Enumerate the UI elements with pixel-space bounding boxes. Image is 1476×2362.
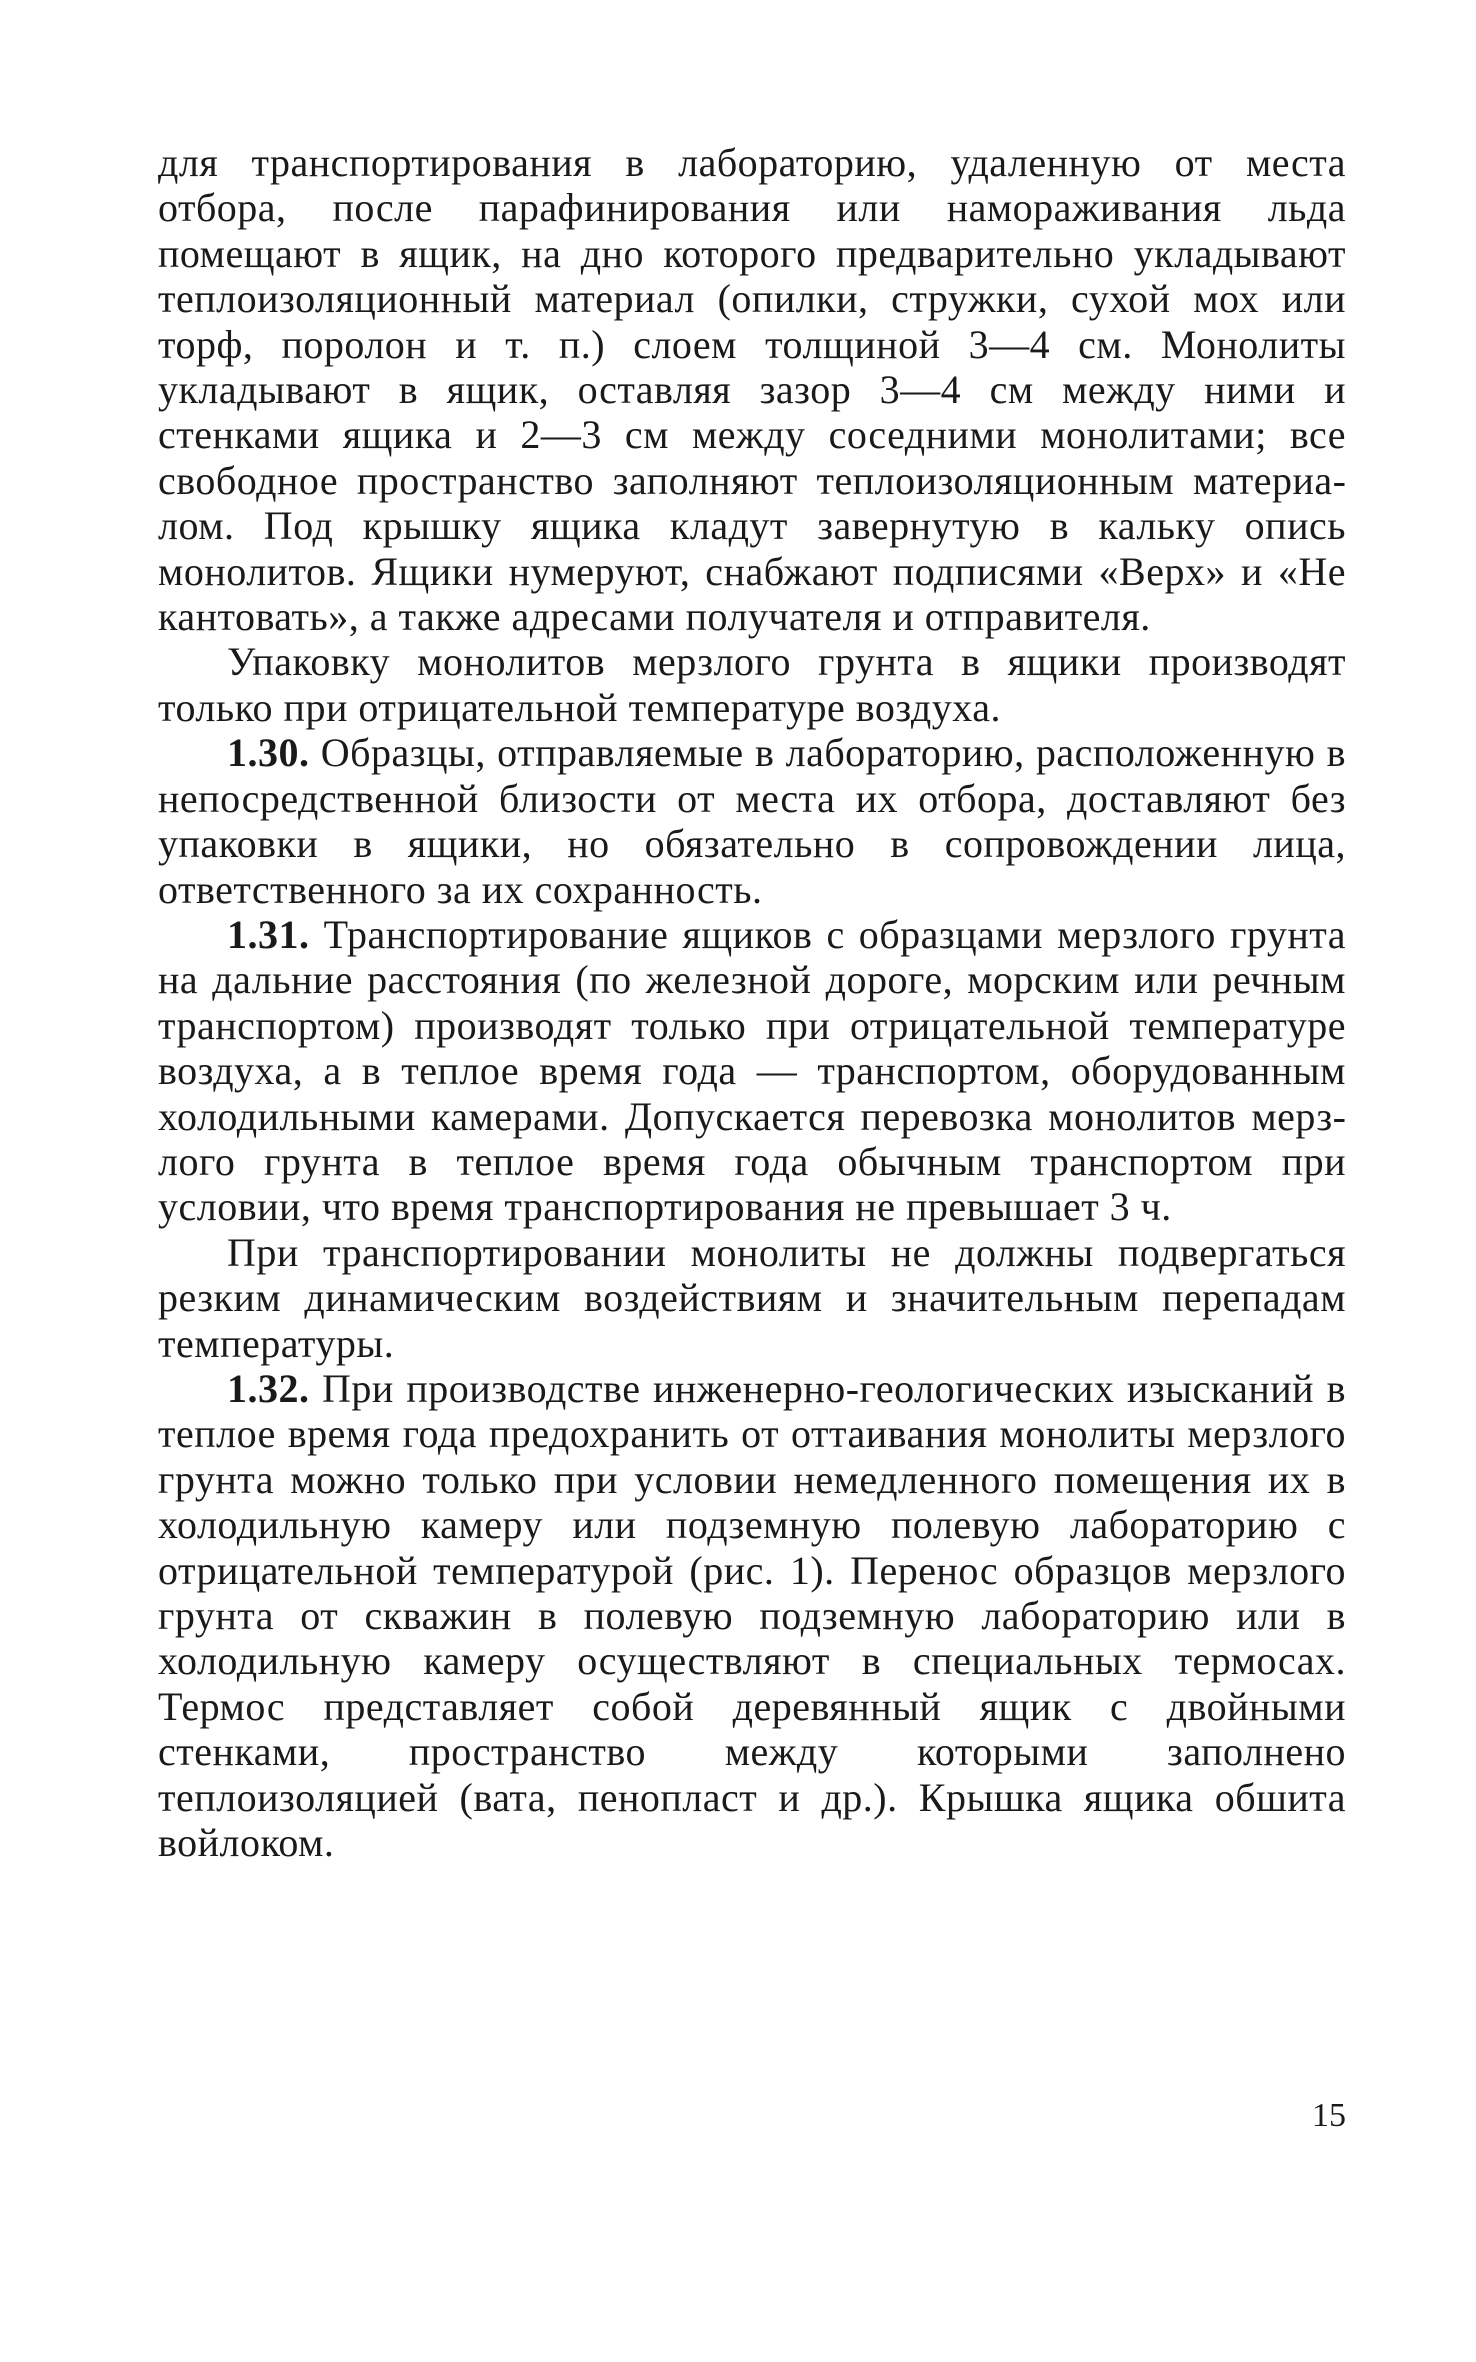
paragraph-text: Образцы, отправляемые в лабораторию, расположенную в непосредственной близости от места их отбора, доставляют без упаковки в ящики, но обязательно в сопровождении лица, ответственного за их сохранность. xyxy=(158,730,1346,912)
paragraph-1-30 xyxy=(158,730,1346,912)
paragraph-text: для транспортирования в лабораторию, удаленную от места отбора, после парафинирования или намораживания льда помещают в ящик, на дно которого предварительно укладывают теплоизоляционный материал (опилки, стружки, сухой мох или торф, поролон и т. п.) слоем толщиной 3—4 см. Монолиты укладывают в ящик, оставляя зазор 3—4 см между ними и стенками ящика и 2—3 см между соседними монолитами; все свободное пространство заполняют теплоизоляционным материалом. Под крышку ящика кладут завернутую в кальку опись монолитов. Ящики нумеруют, снабжают подписями «Верх» и «Не кантовать», а также адресами получателя и отправителя. xyxy=(158,140,1346,640)
paragraph-1-31 xyxy=(158,912,1346,1230)
page-number: 15 xyxy=(1312,2097,1346,2134)
paragraph-frozen-packing xyxy=(158,639,1346,730)
paragraph-transport-impacts xyxy=(158,1230,1346,1366)
paragraph-text: При производстве инженерно-геологических изысканий в теплое время года предохранить от оттаивания монолиты мерзлого грунта можно только при условии немедленного помещения их в холодильную камеру или подземную полевую лабораторию с отрицательной температурой (рис. 1). Перенос образцов мерзлого грунта от скважин в полевую подземную лабораторию или в холодильную камеру осуществляют в специальных термосах. Термос представляет собой деревянный ящик с двойными стенками, пространство между которыми заполнено теплоизоляцией (вата, пенопласт и др.). Крышка ящика обшита войлоком. xyxy=(158,1365,1346,1866)
clause-number: 1.31. xyxy=(227,911,310,957)
page-body xyxy=(158,140,1346,1865)
paragraph-packing-continued xyxy=(158,140,1346,639)
paragraph-text: При транспортировании монолиты не должны подвергаться резким динамическим воздействиям и значительным перепадам температуры. xyxy=(158,1229,1346,1366)
paragraph-text: Транспортирование ящиков с образцами мерзлого грунта на дальние расстояния (по железной дороге, морским или речным транспортом) производят только при отрицательной температуре воздуха, а в теплое время года — транспортом, оборудованным холодильными камерами. Допускается перевозка монолитов мерзлого грунта в теплое время года обычным транспортом при условии, что время транспортирования не превышает 3 ч. xyxy=(158,911,1346,1230)
clause-number: 1.30. xyxy=(227,730,310,776)
paragraph-1-32 xyxy=(158,1366,1346,1865)
clause-number: 1.32. xyxy=(227,1365,310,1411)
paragraph-text: Упаковку монолитов мерзлого грунта в ящики производят только при отрицательной температуре воздуха. xyxy=(158,639,1346,730)
